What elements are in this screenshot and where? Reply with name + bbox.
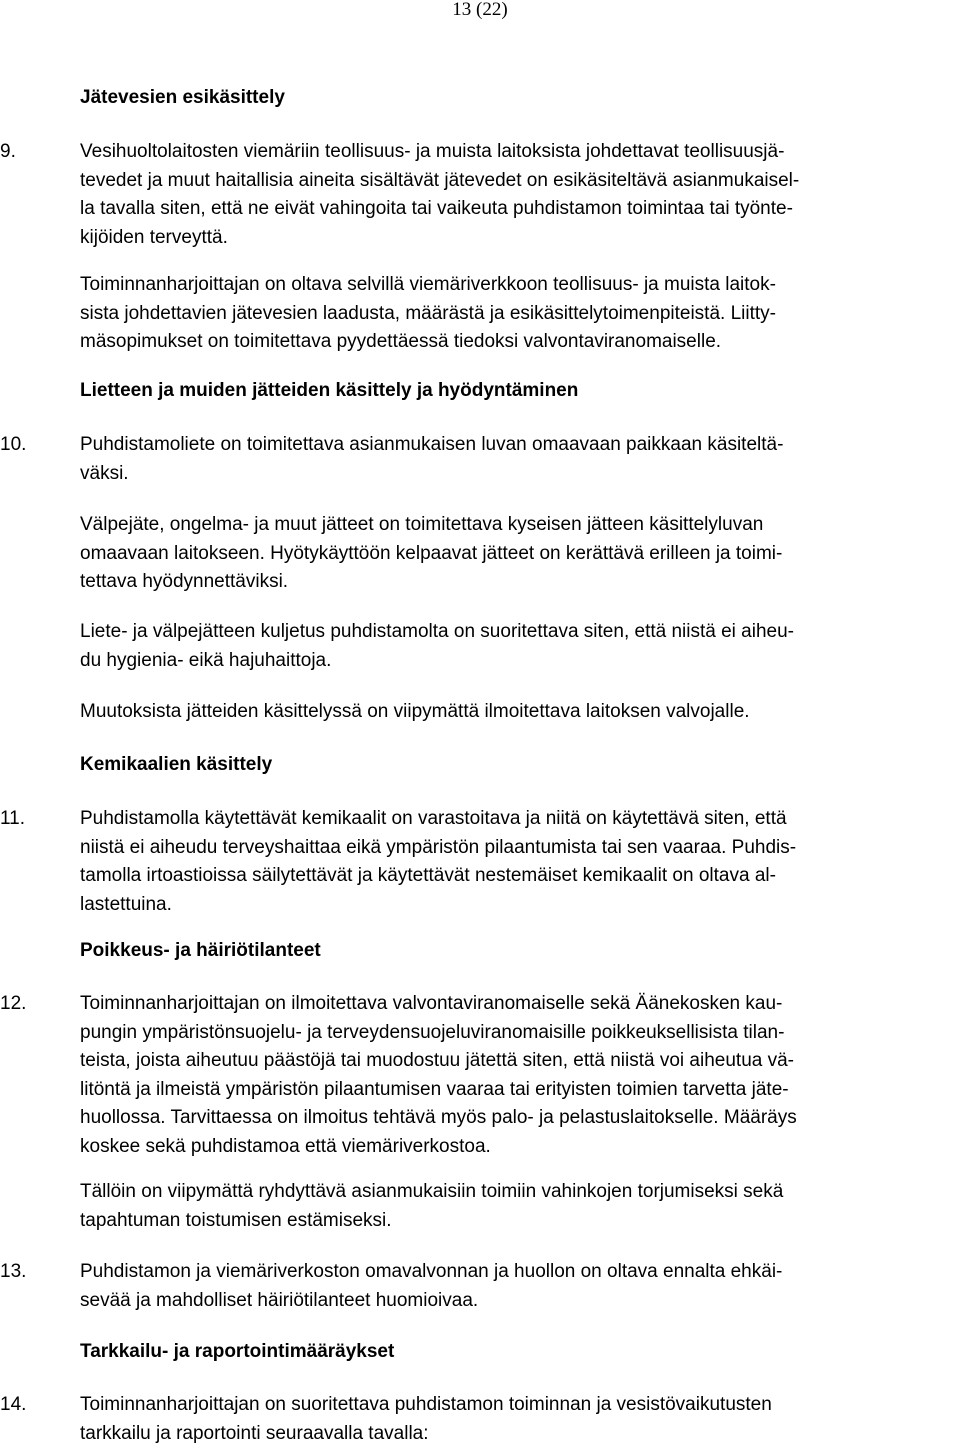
item-number: 9. xyxy=(0,141,16,162)
paragraph xyxy=(80,618,960,675)
paragraph xyxy=(80,271,960,357)
text-line: tettava hyödynnettäviksi. xyxy=(80,571,289,593)
text-line: sevää ja mahdolliset häiriötilanteet huomioivaa. xyxy=(80,1289,479,1311)
text-line: Toiminnanharjoittajan on suoritettava puhdistamon toiminnan ja vesistövaikutusten xyxy=(80,1394,772,1415)
text-line: Tällöin on viipymättä ryhdyttävä asianmukaisiin toimiin vahinkojen torjumiseksi sekä xyxy=(80,1181,784,1202)
text-line: tarkkailu ja raportointi seuraavalla tavalla: xyxy=(80,1422,429,1444)
section-heading: Kemikaalien käsittely xyxy=(80,754,273,775)
text-line: Puhdistamon ja viemäriverkoston omavalvonnan ja huollon on oltava ennalta ehkäi- xyxy=(80,1261,783,1282)
item-number: 14. xyxy=(0,1394,27,1415)
paragraph xyxy=(80,511,960,597)
item-number: 13. xyxy=(0,1261,27,1282)
section-heading: Lietteen ja muiden jätteiden käsittely ja hyödyntäminen xyxy=(80,380,579,401)
text-line: Välpejäte, ongelma- ja muut jätteet on toimitettava kyseisen jätteen käsittelyluvan xyxy=(80,514,764,535)
text-line: omaavaan laitokseen. Hyötykäyttöön kelpaavat jätteet on kerättävä erilleen ja toimi- xyxy=(80,542,783,564)
text-line: Liete- ja välpejätteen kuljetus puhdistamolta on suoritettava siten, että niistä ei aiheu- xyxy=(80,621,794,642)
text-line: tapahtuman toistumisen estämiseksi. xyxy=(80,1209,392,1231)
text-line: Muutoksista jätteiden käsittelyssä on viipymättä ilmoitettava laitoksen valvojalle. xyxy=(80,701,750,722)
text-line: Vesihuoltolaitosten viemäriin teollisuus- ja muista laitoksista johdettavat teollisuusjä- xyxy=(80,141,785,162)
text-line: niistä ei aiheudu terveyshaittaa eikä ympäristön pilaantumista tai sen vaaraa. Puhdis- xyxy=(80,836,797,858)
text-line: sista johdettavien jätevesien laadusta, määrästä ja esikäsittelytoimenpiteistä. Liitty- xyxy=(80,302,776,324)
text-line: tevedet ja muut haitallisia aineita sisältävät jätevedet on esikäsiteltävä asianmukaisel- xyxy=(80,169,800,191)
paragraph xyxy=(80,990,960,1162)
text-line: Puhdistamoliete on toimitettava asianmukaisen luvan omaavaan paikkaan käsiteltä- xyxy=(80,434,784,455)
text-line: teista, joista aiheutuu päästöjä tai muodostuu jätettä siten, että niistä voi aiheutua vä- xyxy=(80,1050,795,1072)
paragraph xyxy=(80,698,960,727)
paragraph xyxy=(80,1178,960,1235)
text-line: lastettuina. xyxy=(80,893,172,915)
section-heading: Tarkkailu- ja raportointimääräykset xyxy=(80,1341,395,1362)
page-number: 13 (22) xyxy=(452,0,508,20)
text-line: Puhdistamolla käytettävät kemikaalit on varastoitava ja niitä on käytettävä siten, että xyxy=(80,808,787,829)
text-line: koskee sekä puhdistamoa että viemäriverkostoa. xyxy=(80,1135,491,1157)
text-line: la tavalla siten, että ne eivät vahingoita tai vaikeuta puhdistamon toimintaa tai työnte- xyxy=(80,198,793,220)
text-line: Toiminnanharjoittajan on oltava selvillä viemäriverkkoon teollisuus- ja muista laitok- xyxy=(80,274,776,295)
text-line: kijöiden terveyttä. xyxy=(80,226,228,248)
paragraph xyxy=(80,138,960,252)
text-line: mäsopimukset on toimitettava pyydettäessä tiedoksi valvontaviranomaiselle. xyxy=(80,331,722,353)
text-line: pungin ympäristönsuojelu- ja terveydensuojeluviranomaisille poikkeuksellisista tilan- xyxy=(80,1021,785,1043)
text-line: väksi. xyxy=(80,462,129,484)
item-number: 11. xyxy=(0,808,26,829)
paragraph xyxy=(80,805,960,919)
paragraph xyxy=(80,1258,960,1315)
paragraph xyxy=(80,1391,960,1448)
paragraph xyxy=(80,431,960,488)
section-heading: Jätevesien esikäsittely xyxy=(80,87,285,108)
text-line: Toiminnanharjoittajan on ilmoitettava valvontaviranomaiselle sekä Äänekosken kau- xyxy=(80,993,783,1014)
text-line: tamolla irtoastioissa säilytettävät ja käytettävät nestemäiset kemikaalit on oltava al- xyxy=(80,865,776,887)
section-heading: Poikkeus- ja häiriötilanteet xyxy=(80,940,321,961)
text-line: huollossa. Tarvittaessa on ilmoitus tehtävä myös palo- ja pelastuslaitokselle. Määräys xyxy=(80,1107,797,1129)
text-line: du hygienia- eikä hajuhaittoja. xyxy=(80,649,332,671)
item-number: 10. xyxy=(0,434,27,455)
text-line: litöntä ja ilmeistä ympäristön pilaantumisen vaaraa tai erityisten toimien tarvetta jäte- xyxy=(80,1078,789,1100)
item-number: 12. xyxy=(0,993,27,1014)
